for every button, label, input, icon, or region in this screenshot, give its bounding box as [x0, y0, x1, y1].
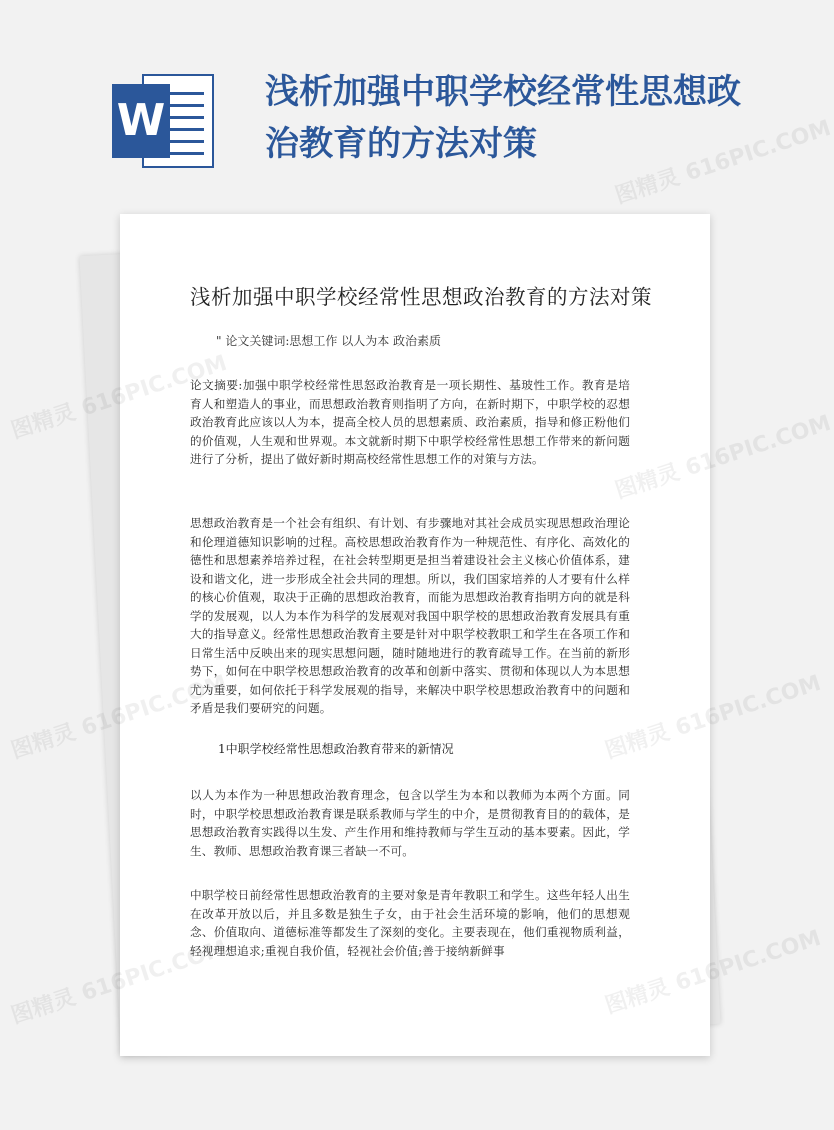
watermark: 图精灵 616PIC.COM — [602, 670, 825, 765]
watermark: 图精灵 616PIC.COM — [612, 115, 834, 210]
abstract-paragraph: 论文摘要:加强中职学校经常性思怒政治教育是一项长期性、基玻性工作。教育是培育人和塑造人的事业，而思想政治教育则指明了方向，在新时期下，中职学校的忍想政治教育此应该以人为本，提高全校人员的思想素质、政治素质，指导和修正粉他们的价值观，人生观和世界观。本文就新时期下中职学校经常性思想工作带来的新问题进行了分析，提出了做好新时期高校经常性思想工作的对策与方法。 — [190, 378, 630, 466]
intro-paragraph: 思想政治教育是一个社会有组织、有计划、有步骤地对其社会成员实现思想政治理论和伦理道德知识影响的过程。高校思想政治教育作为一种规范性、有序化、高效化的德性和思想素养培养过程，在社会转型期更是担当着建设社会主义核心价值体系，建设和谐文化，进一步形成全社会共同的理想。所以，我们国家培养的人才要有什么样的核心价值观，取决于正确的思想政治教育，而能为思想政治教育指明方向的就是科学的发展观，以人为本作为科学的发展观对我国中职学校的思想政治教育发展具有重大的指导意义。经常性思想政治教育主要是针对中职学校教职工和学生在各项工作和日常生活中反映出来的现实思想问题，随时随地进行的教育疏导工作。在当前的新形势下，如何在中职学校思想政治教育的改革和创新中落实、贯彻和体现以人为本思想尤为重要，如何依托于科学发展观的指导，来解决中职学校思想政治教育中的问题和矛盾是我们要研究的问题。 — [190, 516, 630, 715]
body-paragraph: 以人为本作为一种思想政治教育理念，包含以学生为本和以教师为本两个方面。同时，中职学校思想政治教育课是联系教师与学生的中介，是贯彻教育目的的载体，是思想政治教育实践得以生发、产生作用和维持教师与学生互动的基本要素。因此，学生、教师、思想政治教育课三者缺一不可。 — [190, 788, 630, 858]
word-file-icon — [112, 70, 216, 172]
document-page — [120, 214, 710, 1056]
watermark: 图精灵 — [8, 719, 79, 765]
watermark: 616PIC.COM — [672, 925, 825, 997]
keywords-line: " 论文关键词:思想工作 以人为本 政治素质 — [216, 334, 442, 348]
document-title: 浅析加强中职学校经常性思想政治教育的方法对策 — [190, 285, 652, 309]
watermark: 图精灵 616PIC.COM — [612, 410, 834, 505]
watermark: 图精灵 — [8, 984, 79, 1030]
word-letter-badge: W — [112, 84, 170, 158]
watermark: 图精灵 — [8, 399, 79, 445]
section-heading: 1中职学校经常性思想政治教育带来的新情况 — [218, 742, 454, 756]
body-paragraph: 中职学校日前经常性思想政治教育的主要对象是青年教职工和学生。这些年轻人出生在改革开放以后，并且多数是独生子女，由于社会生活环境的影响，他们的思想观念、价值取向、道德标准等都发生了深刻的变化。主要表现在，他们重视物质利益，轻视理想追求;重视自我价值，轻视社会价值;善于接纳新鲜事 — [190, 888, 630, 958]
page-title: 浅析加强中职学校经常性思想政治教育的方法对策 — [265, 72, 741, 164]
